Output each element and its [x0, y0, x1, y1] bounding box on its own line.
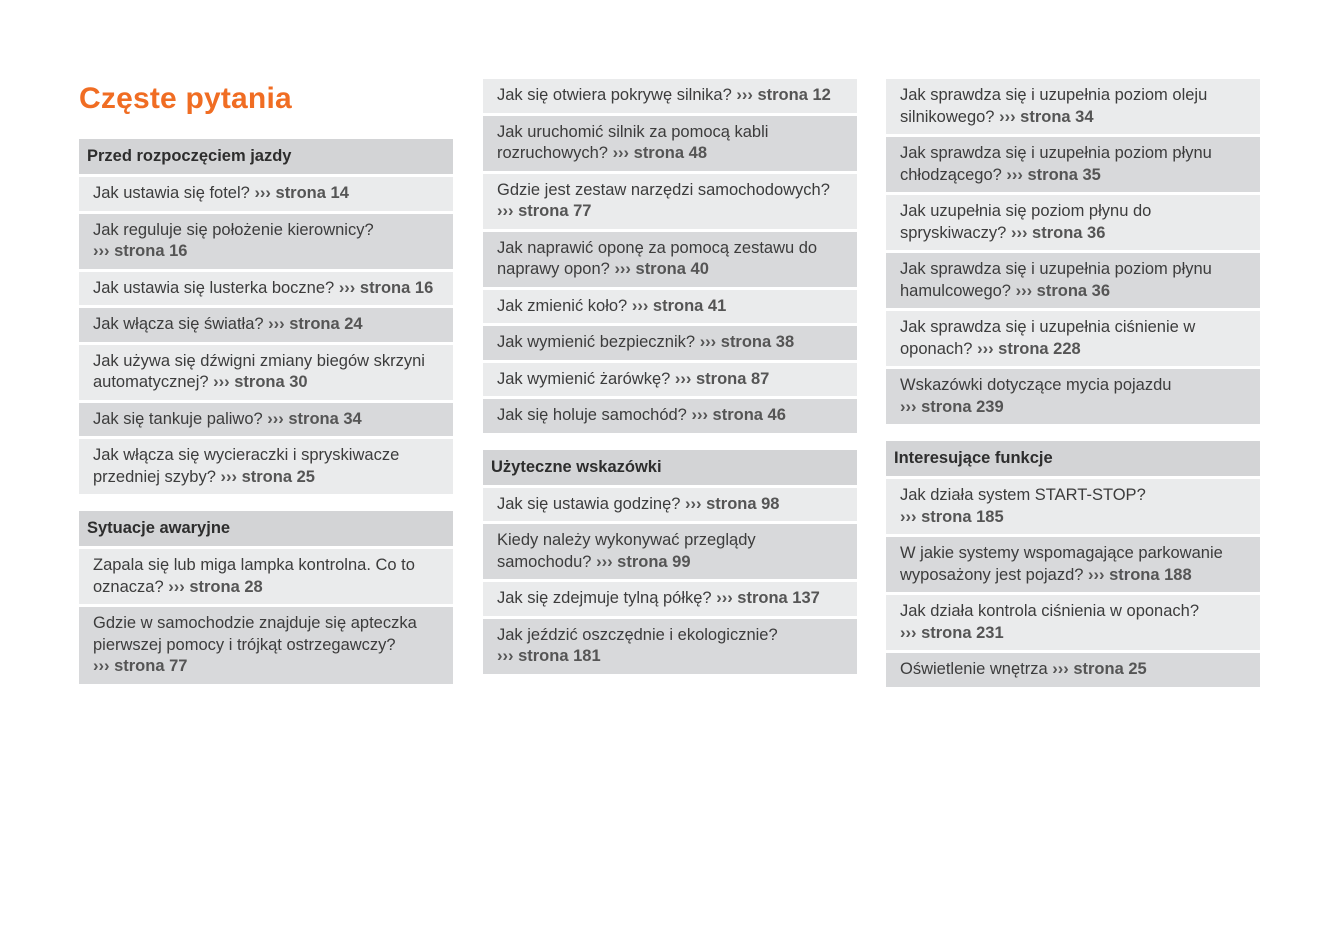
page-reference-link[interactable] — [221, 468, 315, 486]
faq-question: Jak zmienić koło? — [497, 296, 628, 315]
page-reference-text: strona 98 — [706, 494, 780, 513]
arrow-icon: ››› — [93, 657, 110, 675]
faq-question: Jak działa system START-STOP? — [900, 486, 1146, 504]
faq-item[interactable] — [886, 595, 1260, 650]
arrow-icon: ››› — [254, 184, 271, 202]
faq-item[interactable] — [483, 290, 857, 324]
faq-question: Jak reguluje się położenie kierownicy? — [93, 220, 374, 239]
page-reference-text: strona 24 — [289, 315, 363, 333]
arrow-icon: ››› — [1015, 281, 1033, 300]
section-gap — [483, 436, 857, 450]
page-reference-text: strona 16 — [359, 278, 434, 297]
faq-question: Jak włącza się światła? — [93, 315, 264, 333]
faq-item[interactable] — [79, 272, 453, 306]
arrow-icon: ››› — [1052, 660, 1069, 678]
faq-question: Jak używa się dźwigni zmiany biegów skrzyni automatycznej? — [93, 351, 425, 391]
page-reference-text: strona 36 — [1036, 281, 1111, 300]
page-reference-link[interactable] — [497, 647, 601, 665]
faq-item[interactable] — [483, 488, 857, 522]
faq-item[interactable] — [483, 232, 857, 287]
faq-question: Zapala się lub miga lampka kontrolna. Co to oznacza? — [93, 556, 415, 596]
faq-question: Jak ustawia się fotel? — [93, 184, 250, 202]
faq-item[interactable] — [886, 369, 1260, 424]
faq-question: W jakie systemy wspomagające parkowanie wyposażony jest pojazd? — [900, 544, 1223, 584]
arrow-icon: ››› — [1088, 565, 1105, 584]
page-reference-link[interactable] — [999, 108, 1093, 126]
page-reference-text: strona 41 — [652, 296, 727, 315]
page-reference-link[interactable] — [268, 315, 362, 333]
page-reference-text: strona 14 — [275, 184, 349, 202]
page-reference-text: strona 46 — [712, 406, 786, 424]
faq-item[interactable] — [483, 174, 857, 229]
arrow-icon: ››› — [1006, 165, 1023, 184]
page-reference-link[interactable] — [716, 589, 820, 607]
arrow-icon: ››› — [900, 623, 917, 642]
arrow-icon: ››› — [213, 373, 230, 391]
faq-question: Jak włącza się wycieraczki i spryskiwacze przedniej szyby? — [93, 446, 400, 486]
faq-item[interactable] — [483, 524, 857, 579]
arrow-icon: ››› — [596, 552, 613, 571]
faq-question: Oświetlenie wnętrza — [900, 660, 1048, 678]
page-reference-text: strona 188 — [1109, 565, 1192, 584]
arrow-icon: ››› — [220, 467, 237, 486]
page-reference-text: strona 77 — [518, 202, 592, 220]
page-reference-text: strona 228 — [998, 339, 1081, 358]
arrow-icon: ››› — [168, 577, 185, 596]
page-reference-link[interactable] — [339, 279, 433, 297]
page-reference-link[interactable] — [685, 495, 779, 513]
page-reference-text: strona 34 — [1020, 107, 1094, 126]
page-reference-link[interactable] — [497, 202, 591, 220]
faq-item[interactable] — [886, 311, 1260, 366]
page-reference-link[interactable] — [632, 297, 726, 315]
page-reference-text: strona 87 — [695, 369, 770, 388]
faq-question: Jak wymienić żarówkę? — [497, 369, 671, 388]
faq-item[interactable] — [79, 439, 453, 494]
page-reference-link[interactable] — [1011, 224, 1105, 242]
page-reference-link[interactable] — [614, 260, 708, 278]
faq-question: Jak uzupełnia się poziom płynu do spryskiwaczy? — [900, 202, 1152, 242]
page-reference-link[interactable] — [168, 578, 262, 596]
faq-item[interactable] — [886, 195, 1260, 250]
column-1 — [79, 139, 453, 687]
arrow-icon: ››› — [1010, 223, 1028, 242]
page-reference-text: strona 12 — [757, 86, 831, 104]
page-reference-link[interactable] — [1052, 660, 1146, 678]
page-reference-link[interactable] — [736, 86, 830, 104]
section-gap — [79, 497, 453, 511]
faq-question: Jak naprawić oponę za pomocą zestawu do naprawy opon? — [497, 238, 818, 278]
arrow-icon: ››› — [716, 589, 733, 607]
page-reference-link[interactable] — [1016, 282, 1110, 300]
page-reference-text: strona 185 — [921, 507, 1004, 526]
faq-item[interactable] — [483, 582, 857, 616]
faq-item[interactable] — [886, 253, 1260, 308]
arrow-icon: ››› — [267, 409, 284, 428]
page-reference-link[interactable] — [900, 398, 1004, 416]
arrow-icon: ››› — [497, 647, 514, 665]
faq-question: Gdzie jest zestaw narzędzi samochodowych? — [497, 180, 830, 199]
page-reference-link[interactable] — [1006, 166, 1100, 184]
arrow-icon: ››› — [631, 296, 649, 315]
arrow-icon: ››› — [977, 339, 994, 358]
page-reference-text: strona 34 — [288, 409, 362, 428]
arrow-icon: ››› — [685, 494, 702, 513]
page-reference-link[interactable] — [613, 144, 707, 162]
faq-question: Gdzie w samochodzie znajduje się apteczka pierwszej pomocy i trójkąt ostrzegawczy? — [93, 614, 417, 654]
faq-item[interactable] — [483, 79, 857, 113]
arrow-icon: ››› — [900, 507, 917, 526]
page-reference-link[interactable] — [675, 370, 769, 388]
faq-item[interactable] — [886, 653, 1260, 687]
arrow-icon: ››› — [268, 315, 285, 333]
column-3 — [886, 79, 1260, 690]
faq-item[interactable] — [79, 214, 453, 269]
faq-item[interactable] — [886, 537, 1260, 592]
faq-item[interactable] — [79, 308, 453, 342]
page-reference-link[interactable] — [900, 624, 1004, 642]
section-header-uzyteczne-wskazowki: Użyteczne wskazówki — [483, 450, 857, 485]
page-reference-text: strona 40 — [635, 260, 709, 278]
page-reference-link[interactable] — [93, 242, 187, 260]
faq-item[interactable] — [886, 137, 1260, 192]
faq-item[interactable] — [79, 607, 453, 684]
page-reference-link[interactable] — [691, 406, 785, 424]
arrow-icon: ››› — [691, 406, 708, 424]
page-reference-link[interactable] — [977, 340, 1081, 358]
page-reference-link[interactable] — [900, 508, 1004, 526]
page-reference-text: strona 231 — [921, 623, 1004, 642]
page-reference-text: strona 25 — [241, 467, 315, 486]
faq-item[interactable] — [79, 345, 453, 400]
arrow-icon: ››› — [900, 397, 917, 416]
faq-question: Jak sprawdza się i uzupełnia poziom płynu chłodzącego? — [900, 144, 1212, 184]
section-header-sytuacje-awaryjne: Sytuacje awaryjne — [79, 511, 453, 546]
faq-question: Jak się otwiera pokrywę silnika? — [497, 86, 732, 104]
section-header-interesujace-funkcje: Interesujące funkcje — [886, 441, 1260, 476]
page-reference-text: strona 48 — [633, 144, 708, 162]
page-reference-text: strona 137 — [737, 589, 820, 607]
faq-item[interactable] — [483, 399, 857, 433]
page-reference-link[interactable] — [1088, 566, 1192, 584]
faq-question: Jak się ustawia godzinę? — [497, 494, 681, 513]
faq-question: Jak jeździć oszczędnie i ekologicznie? — [497, 625, 778, 644]
faq-question: Kiedy należy wykonywać przeglądy samochodu? — [497, 531, 756, 571]
arrow-icon: ››› — [674, 369, 692, 388]
faq-question: Wskazówki dotyczące mycia pojazdu — [900, 376, 1172, 394]
faq-item[interactable] — [79, 403, 453, 437]
arrow-icon: ››› — [93, 242, 110, 260]
faq-question: Jak sprawdza się i uzupełnia poziom płynu hamulcowego? — [900, 260, 1212, 300]
faq-item[interactable] — [79, 549, 453, 604]
faq-question: Jak sprawdza się i uzupełnia poziom oleju silnikowego? — [900, 86, 1208, 126]
page-reference-link[interactable] — [254, 184, 348, 202]
faq-item[interactable] — [886, 479, 1260, 534]
faq-question: Jak wymienić bezpiecznik? — [497, 333, 696, 351]
page-reference-text: strona 16 — [114, 242, 188, 260]
page-reference-link[interactable] — [213, 373, 307, 391]
page-title: Częste pytania — [79, 82, 292, 115]
faq-item[interactable] — [483, 619, 857, 674]
section-header-przed-rozpoczeciem-jazdy: Przed rozpoczęciem jazdy — [79, 139, 453, 174]
page-reference-link[interactable] — [700, 333, 794, 351]
page-reference-text: strona 38 — [720, 333, 795, 351]
faq-item[interactable] — [79, 177, 453, 211]
faq-item[interactable] — [483, 326, 857, 360]
arrow-icon: ››› — [999, 107, 1016, 126]
page-reference-link[interactable] — [596, 553, 690, 571]
faq-question: Jak ustawia się lusterka boczne? — [93, 278, 335, 297]
column-2 — [483, 79, 857, 677]
page-reference-text: strona 77 — [114, 657, 188, 675]
arrow-icon: ››› — [612, 144, 630, 162]
faq-question: Jak sprawdza się i uzupełnia ciśnienie w oponach? — [900, 318, 1196, 358]
faq-item[interactable] — [886, 79, 1260, 134]
faq-question: Jak się zdejmuje tylną półkę? — [497, 589, 712, 607]
faq-item[interactable] — [483, 363, 857, 397]
page-reference-text: strona 239 — [921, 397, 1004, 416]
page-reference-text: strona 30 — [234, 373, 308, 391]
page-reference-text: strona 36 — [1032, 223, 1106, 242]
page-reference-text: strona 35 — [1027, 165, 1101, 184]
page-reference-text: strona 181 — [518, 647, 601, 665]
faq-question: Jak się tankuje paliwo? — [93, 409, 263, 428]
page-reference-text: strona 99 — [617, 552, 691, 571]
arrow-icon: ››› — [614, 260, 631, 278]
arrow-icon: ››› — [497, 202, 514, 220]
arrow-icon: ››› — [699, 333, 717, 351]
arrow-icon: ››› — [338, 278, 356, 297]
section-gap — [886, 427, 1260, 441]
page-reference-link[interactable] — [93, 657, 187, 675]
page-reference-link[interactable] — [267, 410, 361, 428]
faq-question: Jak się holuje samochód? — [497, 406, 687, 424]
page-reference-text: strona 28 — [189, 577, 263, 596]
arrow-icon: ››› — [736, 86, 753, 104]
faq-question: Jak działa kontrola ciśnienia w oponach? — [900, 602, 1200, 620]
page-reference-text: strona 25 — [1073, 660, 1147, 678]
faq-question: Jak uruchomić silnik za pomocą kabli rozruchowych? — [497, 122, 769, 162]
faq-item[interactable] — [483, 116, 857, 171]
